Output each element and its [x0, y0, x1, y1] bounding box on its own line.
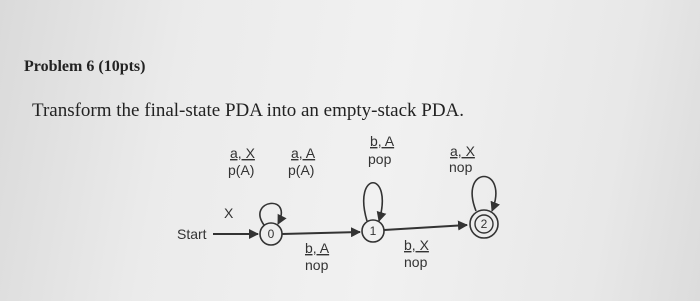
- state-1-label: 1: [369, 224, 377, 238]
- q1-to-q2-label: b, X: [404, 237, 429, 253]
- q0-to-q1-arrow: [282, 232, 360, 234]
- state-0-label: 0: [267, 227, 275, 241]
- q2-loop-action: nop: [449, 159, 473, 175]
- start-stack-symbol: X: [224, 205, 234, 221]
- q0-self-loop: [260, 203, 281, 225]
- q0-loop-action-1: p(A): [228, 162, 255, 178]
- state-2-label: 2: [480, 217, 488, 231]
- problem-title: Problem 6 (10pts): [24, 58, 146, 75]
- q1-to-q2-action: nop: [404, 254, 428, 270]
- q0-to-q1-action: nop: [305, 257, 329, 273]
- q0-loop-label-2: a, A: [291, 145, 316, 161]
- q0-loop-action-2: p(A): [288, 162, 315, 178]
- q0-to-q1-label: b, A: [305, 240, 330, 256]
- q1-loop-label: b, A: [370, 133, 395, 149]
- q2-loop-label: a, X: [450, 143, 475, 159]
- q0-loop-label-1: a, X: [230, 145, 255, 161]
- q1-loop-action: pop: [368, 151, 392, 167]
- q1-to-q2-arrow: [384, 225, 467, 230]
- start-label: Start: [177, 226, 207, 242]
- q2-self-loop: [472, 177, 496, 212]
- problem-question: Transform the final-state PDA into an empty-stack PDA.: [32, 100, 465, 121]
- q1-self-loop: [364, 183, 383, 221]
